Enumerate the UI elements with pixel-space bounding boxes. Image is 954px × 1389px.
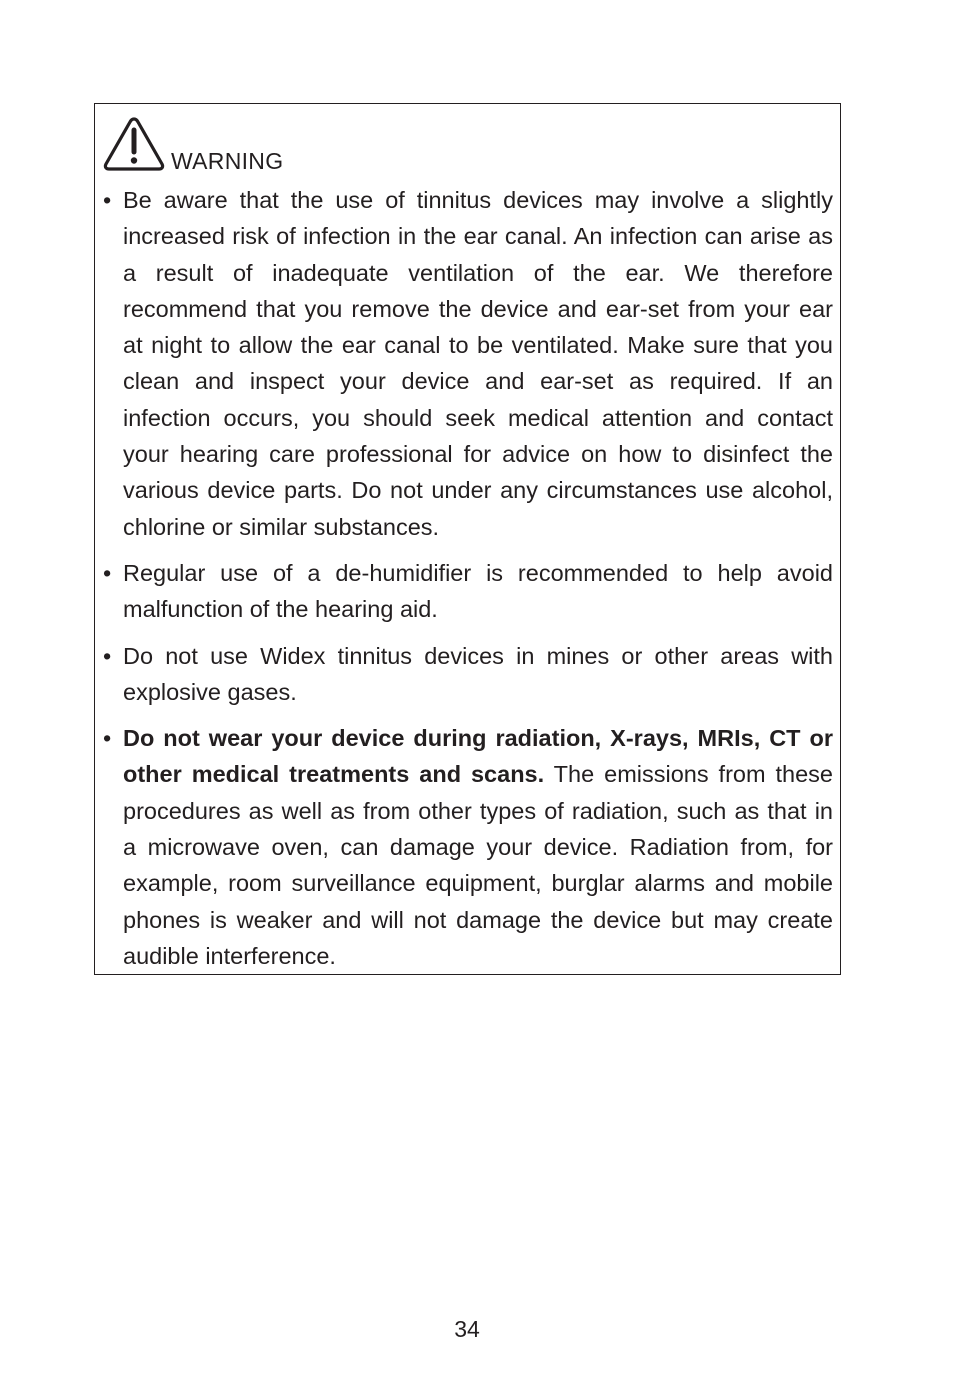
warning-header [103,116,283,172]
warning-box [94,103,841,975]
bullet-icon: • [103,559,112,586]
list-item-text: Do not use Widex tinnitus devices in mines or other areas with explosive gases. [123,642,833,705]
list-item [103,638,833,711]
bullet-icon: • [103,187,112,213]
list-item-text: The emissions from these procedures as well as from other types of radiation, such as that in a microwave oven, can damage your device. Radiation from, for example, room surveillance equipment, burglar alarms and mobile phones is weaker and will not damage the device but may create audible interference. [123,761,833,969]
bullet-icon: • [103,725,112,752]
warning-list [103,182,833,984]
list-item-bold-text: Do not wear your device during radiation, X-rays, MRIs, CT or other medical treatments and scans. [123,725,833,788]
bullet-icon: • [103,642,112,669]
list-item [103,555,833,628]
list-item-text: Be aware that the use of tinnitus devices may involve a slightly increased risk of infection in the ear canal. An infection can arise as a result of inadequate ventilation of the ear. We therefore recommend that you remove the device and ear-set from your ear at night to allow the ear canal to be ventilated. Make sure that you clean and inspect your device and ear-set as required. If an infection occurs, you should seek medical attention and contact your hearing care professional for advice on how to disinfect the various device parts. Do not under any circumstances use alcohol, chlorine or similar substances. [123,187,833,540]
page-number: 34 [454,1316,480,1342]
list-item [103,720,833,974]
warning-triangle-icon [103,116,165,172]
list-item-text: Regular use of a de-humidifier is recommended to help avoid malfunction of the hearing aid. [123,559,833,623]
list-item [103,182,833,545]
warning-title: WARNING [171,148,284,174]
